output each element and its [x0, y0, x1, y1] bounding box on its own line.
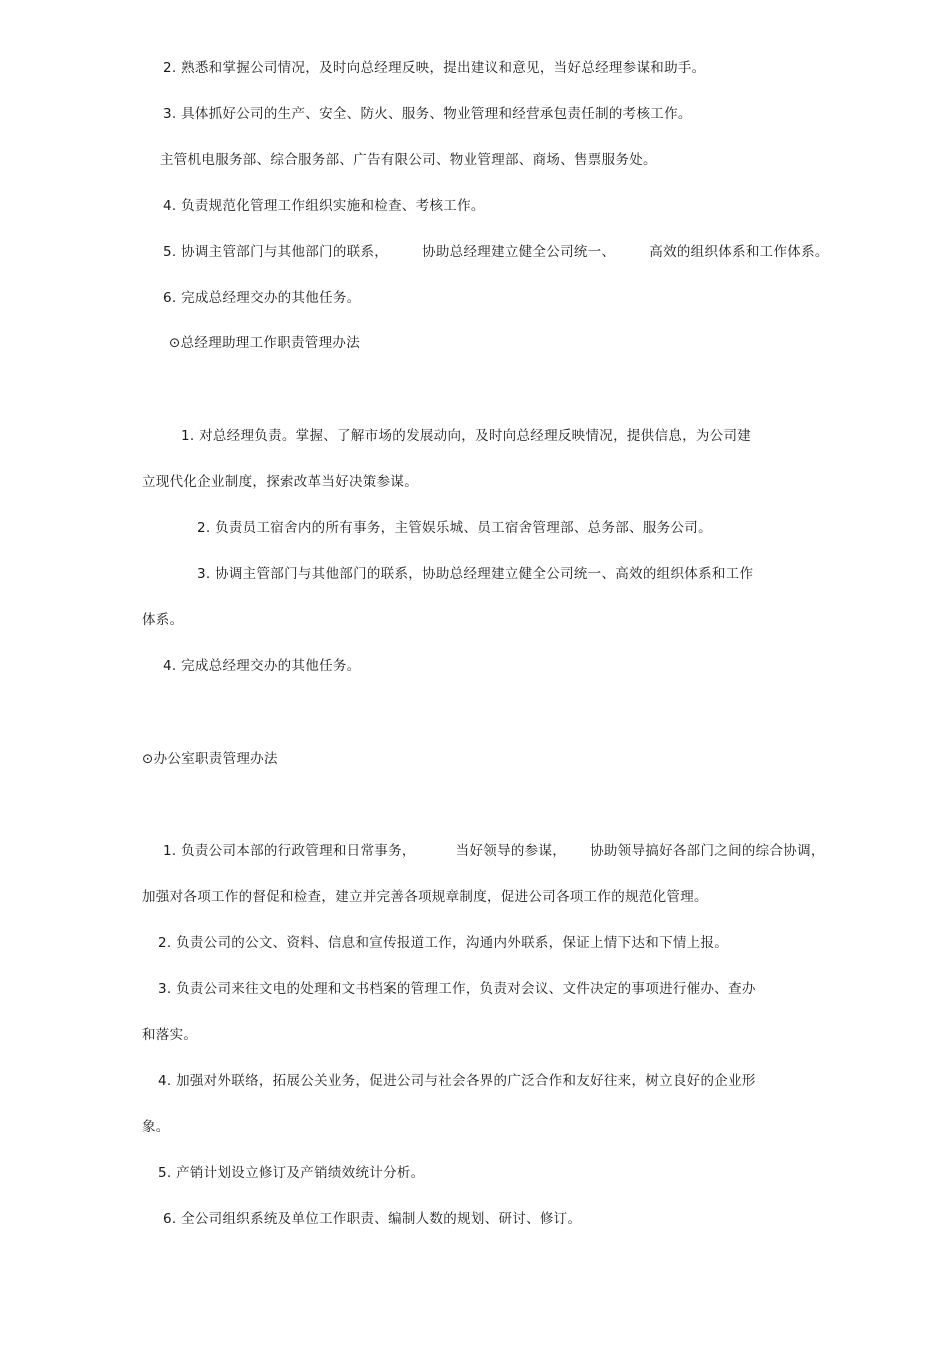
para-line: 2. 负责员工宿舍内的所有事务，主管娱乐城、员工宿舍管理部、总务部、服务公司。	[197, 520, 712, 536]
para-line: 6. 全公司组织系统及单位工作职责、编制人数的规划、研讨、修订。	[163, 1211, 582, 1227]
section-heading: ⊙总经理助理工作职责管理办法	[169, 335, 361, 351]
para-line: 主管机电服务部、综合服务部、广告有限公司、物业管理部、商场、售票服务处。	[160, 152, 657, 168]
para-line: 4. 负责规范化管理工作组织实施和检查、考核工作。	[163, 198, 485, 214]
para-line: 4. 完成总经理交办的其他任务。	[163, 658, 361, 674]
para-line: 6. 完成总经理交办的其他任务。	[163, 290, 361, 306]
para-line: 立现代化企业制度，探索改革当好决策参谋。	[142, 474, 418, 490]
para-segment: 协助领导搞好各部门之间的综合协调，	[590, 843, 825, 859]
para-line: 4. 加强对外联络，拓展公关业务，促进公司与社会各界的广泛合作和友好往来，树立良好的企业形	[158, 1073, 756, 1089]
para-line: 加强对各项工作的督促和检查，建立并完善各项规章制度，促进公司各项工作的规范化管理。	[142, 889, 708, 905]
para-line: 3. 协调主管部门与其他部门的联系，协助总经理建立健全公司统一、高效的组织体系和工作	[197, 566, 754, 582]
para-line: 和落实。	[142, 1027, 198, 1043]
para-line: 2. 熟悉和掌握公司情况，及时向总经理反映，提出建议和意见，当好总经理参谋和助手。	[163, 60, 706, 76]
para-line: 象。	[142, 1119, 170, 1135]
para-segment: 当好领导的参谋，	[455, 843, 567, 859]
section-heading: ⊙办公室职责管理办法	[142, 751, 278, 767]
para-line: 5. 产销计划设立修订及产销绩效统计分析。	[158, 1165, 425, 1181]
para-line	[163, 243, 829, 261]
para-line: 2. 负责公司的公文、资料、信息和宣传报道工作，沟通内外联系，保证上情下达和下情上报。	[158, 935, 729, 951]
para-line: 体系。	[142, 612, 184, 628]
para-line: 3. 负责公司来往文电的处理和文书档案的管理工作，负责对会议、文件决定的事项进行催办、查办	[158, 981, 756, 997]
para-segment: 5. 协调主管部门与其他部门的联系，	[163, 244, 389, 260]
para-segment: 高效的组织体系和工作体系。	[649, 244, 829, 260]
para-line: 1. 对总经理负责。掌握、了解市场的发展动向，及时向总经理反映情况，提供信息，为公司建	[181, 428, 752, 444]
para-line: 3. 具体抓好公司的生产、安全、防火、服务、物业管理和经营承包责任制的考核工作。	[163, 106, 692, 122]
para-line	[163, 842, 825, 860]
para-segment: 1. 负责公司本部的行政管理和日常事务，	[163, 843, 416, 859]
para-segment: 协助总经理建立健全公司统一、	[422, 244, 616, 260]
